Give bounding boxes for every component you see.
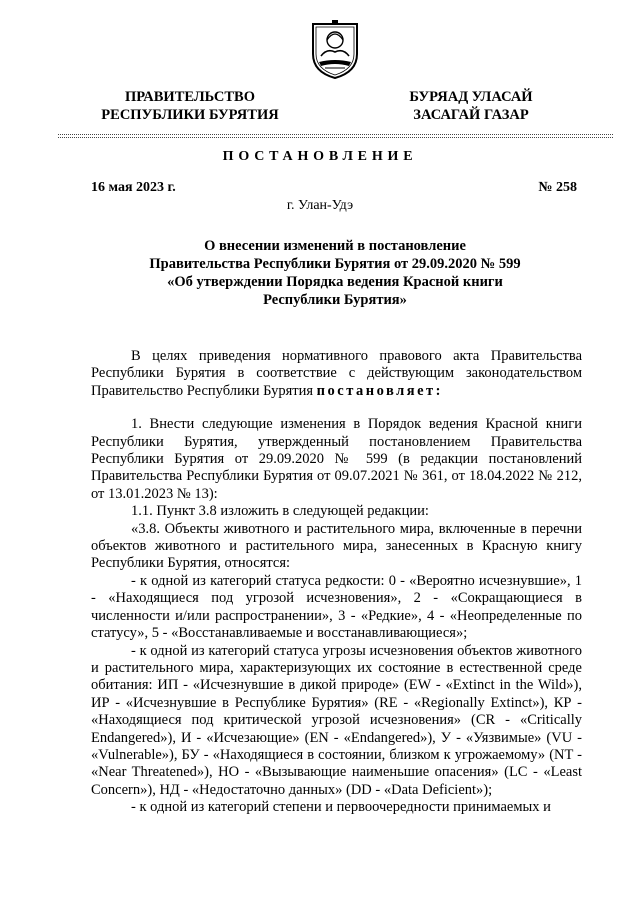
document-city: г. Улан-Удэ [286, 198, 354, 213]
paragraph-3-8: «3.8. Объекты животного и растительного мира, включенные в перечни объектов животного и растительного мира, занесенных в Красную книгу Республики Бурятия, относятся: [91, 520, 582, 572]
priority-categories: - к одной из категорий степени и первоочередности принимаемых и [131, 799, 551, 816]
preamble-text: В целях приведения нормативного правового акта Правительства Республики Бурятия в соответствие с действующим законодательством Правительство Республики Бурятия [91, 348, 582, 399]
document-date: 16 мая 2023 г. [91, 180, 176, 195]
header-divider-2 [58, 137, 613, 138]
title-line-1: О внесении изменений в постановление [204, 238, 466, 254]
title-line-3: «Об утверждении Порядка ведения Красной книги [167, 274, 503, 290]
document-body [91, 348, 582, 817]
header-right-line-2: ЗАСАГАЙ ГАЗАР [413, 107, 529, 123]
government-name-ru [88, 88, 292, 124]
header-left-line-1: ПРАВИТЕЛЬСТВО [125, 89, 255, 105]
threat-categories: - к одной из категорий статуса угрозы исчезновения объектов животного и растительного мира, характеризующих их состояние в естественной среде обитания: ИП - «Исчезнувшие в дикой природе» (EW - «Extinct in the Wild»), ИР - «Исчезнувшие в Республике Бурятия» (RE - «Regionally Extinct»), КР - «Находящиеся под критической угрозой исчезновения» (CR - «Critically Endangered»), И - «Исчезающие» (EN - «Endangered»), У - «Уязвимые» (VU - «Vulnerable»), БУ - «Находящиеся в состоянии, близком к угрожаемому» (NT - «Near Threatened»), НО - «Вызывающие наименьшие опасения» (LC - «Least Concern»), НД - «Недостаточно данных» (DD - «Data Deficient»); [91, 642, 582, 798]
document-number: № 258 [538, 180, 577, 195]
paragraph-1-1: 1.1. Пункт 3.8 изложить в следующей редакции: [131, 503, 429, 520]
government-name-bua [396, 88, 546, 124]
header-divider [58, 134, 613, 135]
header-right-line-1: БУРЯАД УЛАСАЙ [409, 89, 533, 105]
title-line-2: Правительства Республики Бурятия от 29.09.2020 № 599 [149, 256, 521, 272]
title-line-4: Республики Бурятия» [263, 292, 407, 308]
document-type: ПОСТАНОВЛЕНИЕ [222, 149, 418, 164]
rarity-categories: - к одной из категорий статуса редкости: 0 - «Вероятно исчезнувшие», 1 - «Находящиеся под угрозой исчезновения», 2 - «Сокращающиеся в численности и/или распространении», 3 - «Редкие», 4 - «Неопределенные по статусу», 5 - «Восстанавливаемые и восстанавливающиеся»; [91, 572, 582, 642]
republic-emblem [305, 18, 365, 80]
resolves-word: постановляет: [316, 382, 444, 399]
document-title [120, 237, 550, 309]
paragraph-1: 1. Внести следующие изменения в Порядок ведения Красной книги Республики Бурятия, утвержденный постановлением Правительства Республики Бурятия от 29.09.2020 № 599 (в редакции постановлений Правительства Республики Бурятия от 09.07.2021 № 361, от 18.04.2022 № 212, от 13.01.2023 № 13): [91, 416, 582, 502]
preamble-paragraph [91, 348, 582, 400]
header-left-line-2: РЕСПУБЛИКИ БУРЯТИЯ [101, 107, 279, 123]
